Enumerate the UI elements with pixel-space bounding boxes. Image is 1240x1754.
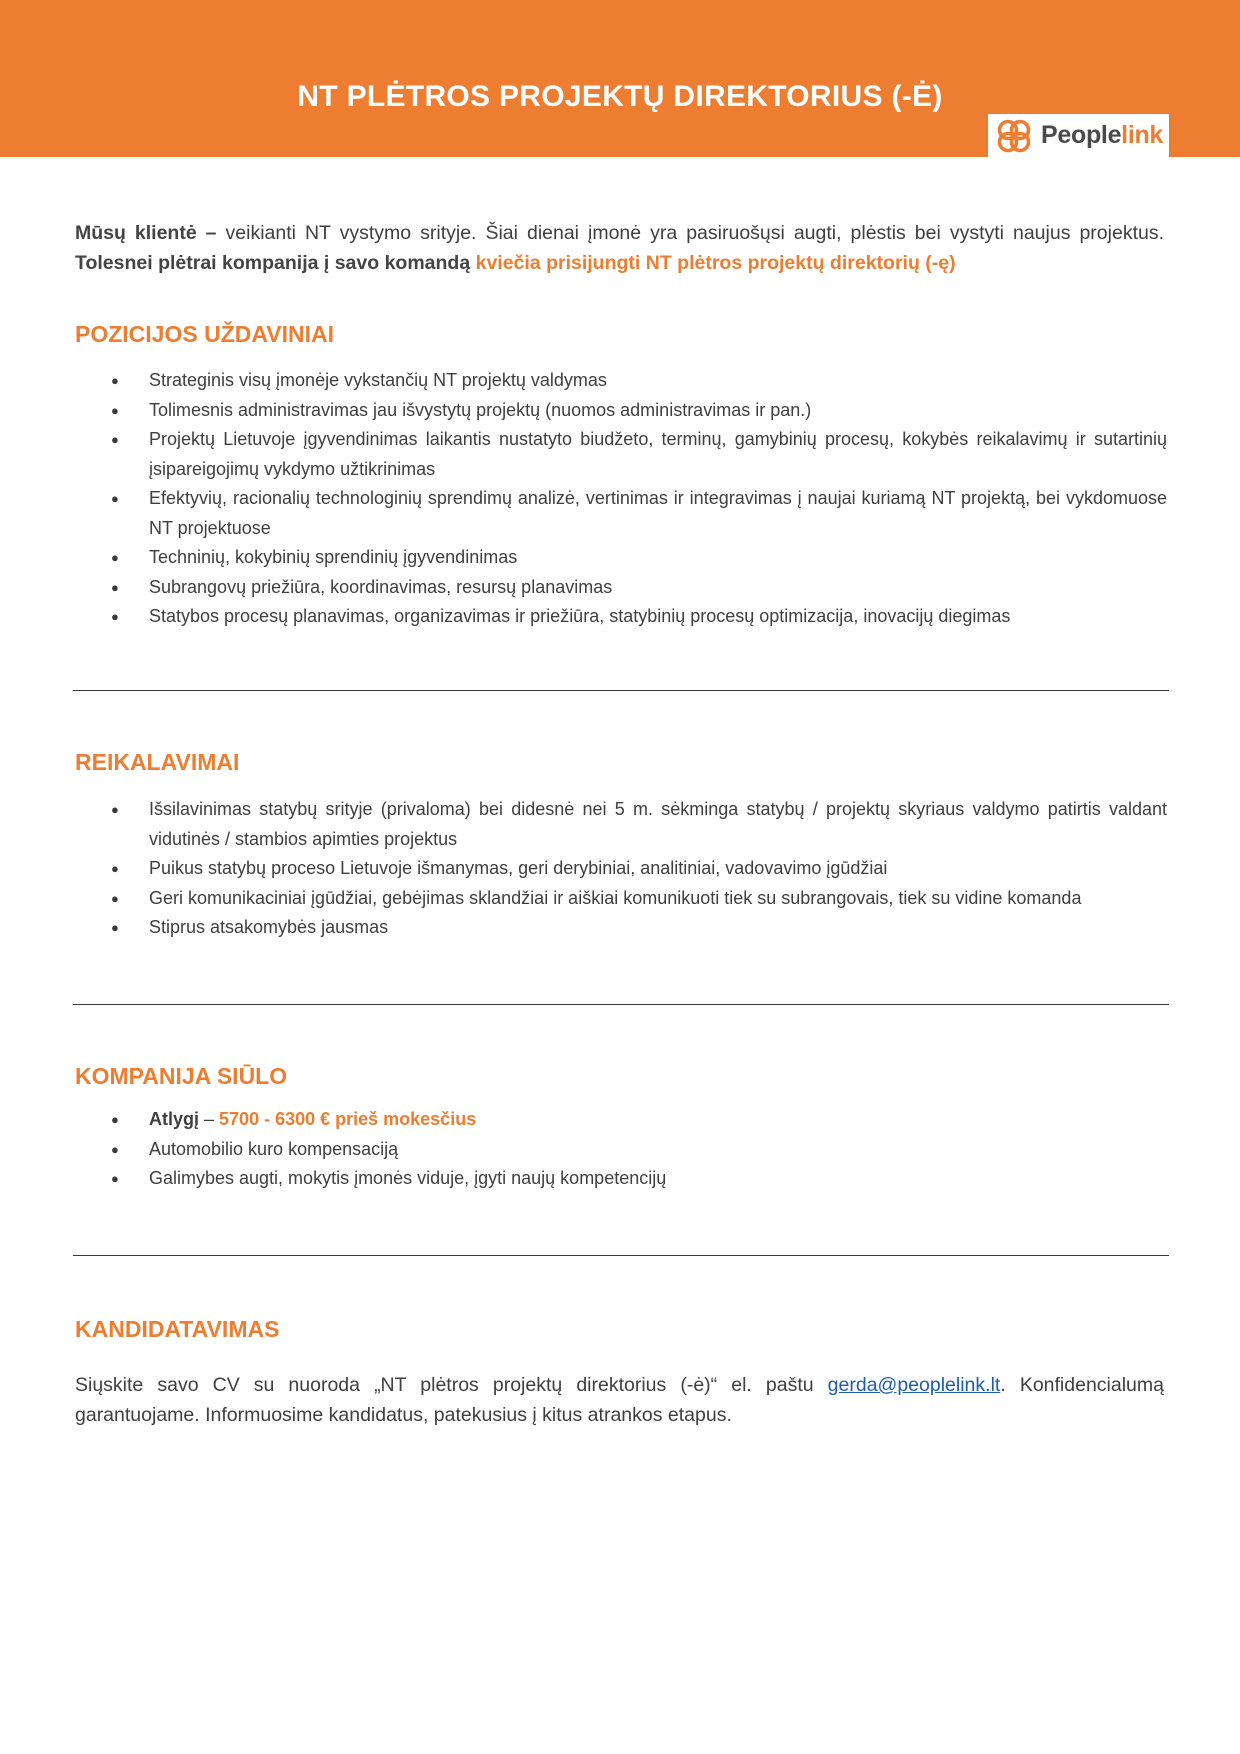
- list-item: ● Efektyvių, racionalių technologinių sprendimų analizė, vertinimas ir integravimas į naujai kuriamą NT projektą, bei vykdomuose NT projektuose: [75, 484, 1167, 543]
- list-item: ● Stiprus atsakomybės jausmas: [75, 913, 1167, 943]
- salary-item: [75, 1105, 1167, 1135]
- email-link[interactable]: gerda@peoplelink.lt: [827, 1374, 1001, 1396]
- section-divider: [73, 1255, 1169, 1256]
- list-item: ● Galimybes augti, mokytis įmonės viduje, įgyti naujų kompetencijų: [75, 1164, 1167, 1194]
- list-item: ● Subrangovų priežiūra, koordinavimas, resursų planavimas: [75, 573, 1167, 603]
- section-divider: [73, 690, 1169, 691]
- logo-text-orange: link: [1121, 121, 1164, 149]
- peoplelink-logo-icon: [992, 116, 1036, 156]
- list-item: ● Projektų Lietuvoje įgyvendinimas laikantis nustatyto biudžeto, terminų, gamybinių procesų, kokybės reikalavimų ir sutartinių įsipareigojimų vykdymo užtikrinimas: [75, 425, 1167, 484]
- intro-paragraph: [75, 218, 1164, 278]
- tasks-list: [75, 366, 1167, 632]
- offer-list: [75, 1105, 1167, 1194]
- application-heading: KANDIDATAVIMAS: [75, 1316, 280, 1342]
- application-text: Siųskite savo CV su nuoroda „NT plėtros projektų direktorius (-ė)“ el. paštu: [75, 1374, 828, 1396]
- header-banner: [0, 0, 1240, 157]
- intro-client-label: Mūsų klientė –: [75, 222, 217, 244]
- salary-value: 5700 - 6300 € prieš mokesčius: [219, 1109, 477, 1129]
- application-paragraph: [75, 1370, 1164, 1430]
- requirements-list: [75, 795, 1167, 943]
- list-item: ● Tolimesnis administravimas jau išvystytų projektų (nuomos administravimas ir pan.): [75, 396, 1167, 426]
- intro-invitation: kviečia prisijungti NT plėtros projektų direktorių (-ę): [475, 252, 956, 274]
- list-item: ● Puikus statybų proceso Lietuvoje išmanymas, geri derybiniai, analitiniai, vadovavimo įgūdžiai: [75, 854, 1167, 884]
- list-item: ● Statybos procesų planavimas, organizavimas ir priežiūra, statybinių procesų optimizacija, inovacijų diegimas: [75, 602, 1167, 632]
- section-divider: [73, 1004, 1169, 1005]
- intro-growth-text: Tolesnei plėtrai kompanija į savo komandą: [75, 252, 476, 274]
- tasks-heading: POZICIJOS UŽDAVINIAI: [75, 321, 334, 347]
- salary-label: Atlygį: [149, 1109, 200, 1129]
- intro-client-text: veikianti NT vystymo srityje. Šiai dienai įmonė yra pasiruošųsi augti, plėstis bei vystyti naujus projektus.: [216, 222, 1164, 244]
- list-item: ● Strateginis visų įmonėje vykstančių NT projektų valdymas: [75, 366, 1167, 396]
- salary-dash: –: [199, 1109, 220, 1129]
- requirements-heading: REIKALAVIMAI: [75, 749, 240, 775]
- list-item: ● Techninių, kokybinių sprendinių įgyvendinimas: [75, 543, 1167, 573]
- page-title: NT PLĖTROS PROJEKTŲ DIREKTORIUS (-Ė): [297, 80, 943, 113]
- logo-wordmark: [1041, 121, 1163, 150]
- application-text-end: . Konfidencialumą garantuojame. Informuosime kandidatus, patekusius į kitus atrankos etapus.: [75, 1374, 1164, 1426]
- offer-heading: KOMPANIJA SIŪLO: [75, 1063, 288, 1089]
- list-item: ● Išsilavinimas statybų srityje (privaloma) bei didesnė nei 5 m. sėkminga statybų / projektų skyriaus valdymo patirtis valdant vidutinės / stambios apimties projektus: [75, 795, 1167, 854]
- list-item: ● Geri komunikaciniai įgūdžiai, gebėjimas sklandžiai ir aiškiai komunikuoti tiek su subrangovais, tiek su vidine komanda: [75, 884, 1167, 914]
- logo-text-dark: People: [1041, 121, 1122, 149]
- list-item: ● Automobilio kuro kompensaciją: [75, 1135, 1167, 1165]
- peoplelink-logo: [988, 114, 1169, 157]
